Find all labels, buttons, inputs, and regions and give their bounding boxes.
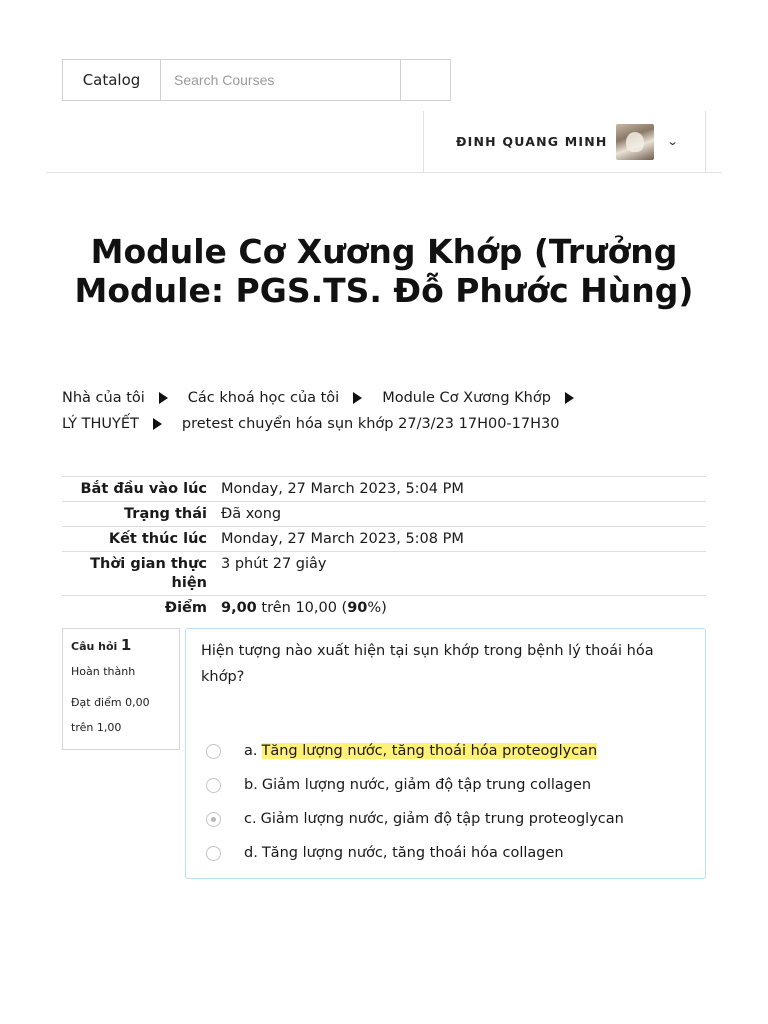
- breadcrumb-arrow-icon: [353, 392, 362, 404]
- breadcrumb-item-module[interactable]: Module Cơ Xương Khớp: [382, 390, 551, 406]
- user-name: ĐINH QUANG MINH: [456, 134, 608, 149]
- search-button[interactable]: [401, 60, 450, 100]
- question-label: Câu hỏi: [71, 640, 118, 653]
- user-menu[interactable]: [423, 111, 706, 172]
- grade-mid: trên 10,00 (: [256, 600, 348, 616]
- breadcrumb-row: [62, 385, 722, 411]
- summary-value: 3 phút 27 giây: [221, 552, 706, 596]
- answer-option-b[interactable]: [206, 768, 696, 802]
- answer-letter: b.: [244, 777, 258, 793]
- answer-text: Giảm lượng nước, giảm độ tập trung proteoglycan: [260, 811, 624, 827]
- radio-button[interactable]: [206, 744, 221, 759]
- answer-letter: d.: [244, 845, 258, 861]
- summary-label: Kết thúc lúc: [62, 527, 221, 552]
- question-text: Hiện tượng nào xuất hiện tại sụn khớp trong bệnh lý thoái hóa khớp?: [201, 643, 654, 685]
- breadcrumb-item-my-courses[interactable]: Các khoá học của tôi: [187, 390, 340, 406]
- breadcrumb: [62, 385, 722, 437]
- breadcrumb-arrow-icon: [159, 392, 168, 404]
- question-number-value: 1: [120, 636, 132, 654]
- summary-row: [62, 502, 706, 527]
- top-nav: [62, 59, 451, 101]
- summary-row-grade: [62, 596, 706, 621]
- radio-button-selected[interactable]: [206, 812, 221, 827]
- breadcrumb-arrow-icon: [153, 418, 162, 430]
- question-grade: [71, 690, 171, 740]
- summary-row: [62, 527, 706, 552]
- summary-label: Điểm: [62, 596, 221, 621]
- summary-grade-value: [221, 596, 706, 621]
- summary-label: Bắt đầu vào lúc: [62, 477, 221, 502]
- summary-value: Monday, 27 March 2023, 5:04 PM: [221, 477, 706, 502]
- question-info: [62, 628, 180, 750]
- summary-label: Thời gian thực hiện: [62, 552, 221, 596]
- question-content: [185, 628, 706, 879]
- answer-text: Tăng lượng nước, tăng thoái hóa collagen: [261, 845, 564, 861]
- chevron-down-icon: ⌄: [666, 135, 679, 148]
- question-number: [71, 638, 171, 654]
- answer-letter: a.: [244, 743, 258, 759]
- summary-value: Monday, 27 March 2023, 5:08 PM: [221, 527, 706, 552]
- answer-text: Giảm lượng nước, giảm độ tập trung collagen: [261, 777, 592, 793]
- answer-letter: c.: [244, 811, 257, 827]
- question-state: Hoàn thành: [71, 665, 136, 678]
- answer-text: Tăng lượng nước, tăng thoái hóa proteoglycan: [261, 743, 598, 759]
- breadcrumb-row: [62, 411, 722, 437]
- answer-option-c[interactable]: [206, 802, 696, 836]
- question-grade-line: trên 1,00: [71, 721, 122, 734]
- grade-end: %): [367, 600, 387, 616]
- answer-list: [206, 734, 696, 870]
- breadcrumb-arrow-icon: [565, 392, 574, 404]
- catalog-link[interactable]: Catalog: [63, 60, 161, 100]
- breadcrumb-item-theory[interactable]: LÝ THUYẾT: [62, 416, 139, 432]
- radio-button[interactable]: [206, 778, 221, 793]
- user-bar: [46, 111, 722, 173]
- answer-option-d[interactable]: [206, 836, 696, 870]
- question-grade-line: Đạt điểm 0,00: [71, 696, 150, 709]
- breadcrumb-item-home[interactable]: Nhà của tôi: [62, 390, 145, 406]
- answer-option-a[interactable]: [206, 734, 696, 768]
- summary-row: [62, 552, 706, 596]
- summary-value: Đã xong: [221, 502, 706, 527]
- grade-percent: 90: [347, 600, 368, 616]
- page-title: Module Cơ Xương Khớp (Trưởng Module: PGS.TS. Đỗ Phước Hùng): [74, 232, 694, 310]
- summary-row: [62, 477, 706, 502]
- grade-score: 9,00: [221, 600, 257, 616]
- radio-button[interactable]: [206, 846, 221, 861]
- breadcrumb-item-pretest[interactable]: pretest chuyển hóa sụn khớp 27/3/23 17H00-17H30: [181, 416, 560, 432]
- summary-label: Trạng thái: [62, 502, 221, 527]
- avatar: [616, 124, 654, 160]
- attempt-summary-table: [62, 476, 706, 620]
- search-courses-input[interactable]: [161, 60, 401, 100]
